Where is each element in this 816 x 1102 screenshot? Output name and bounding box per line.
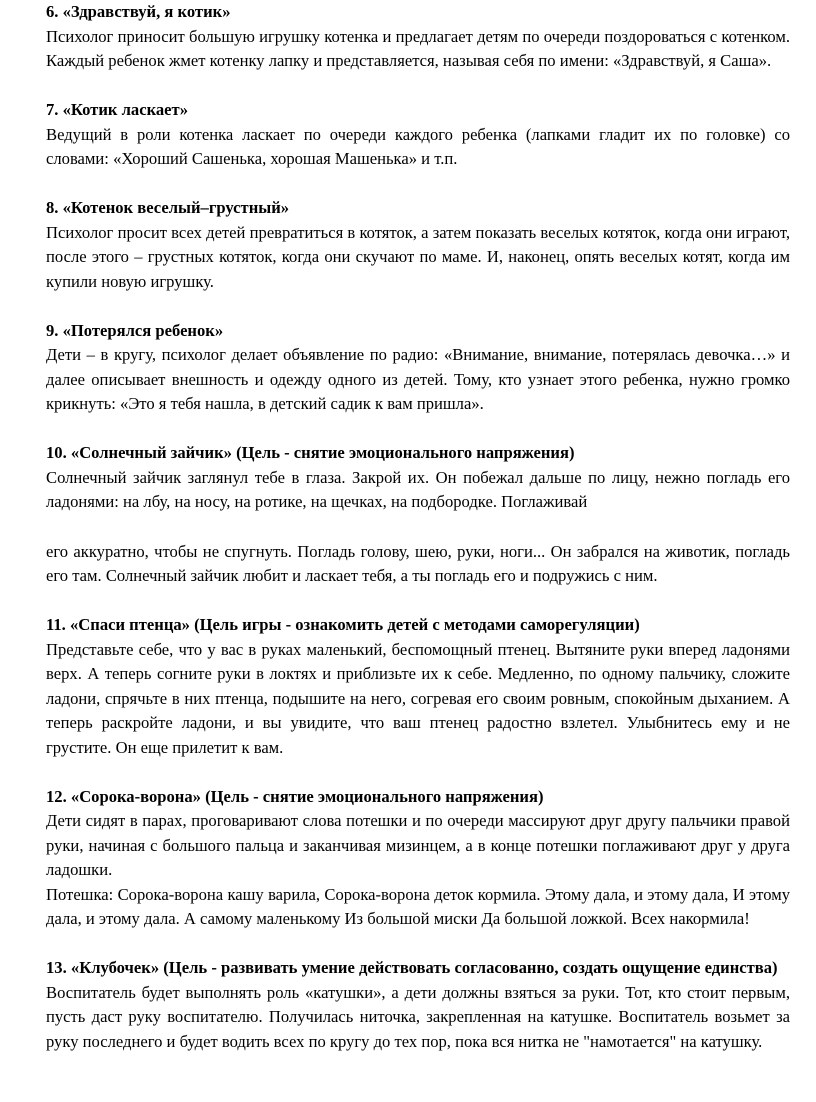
section-paragraph: Психолог просит всех детей превратиться в котяток, а затем показать веселых котяток, когда они играют, после этого – грустных котяток, когда они скучают по маме. И, наконец, опять веселых котят, когда им купили новую игрушку. bbox=[46, 222, 790, 291]
section-8 bbox=[46, 196, 790, 294]
section-12 bbox=[46, 785, 790, 932]
section-paragraph: Потешка: Сорока-ворона кашу варила, Сорока-ворона деток кормила. Этому дала, и этому дала, И этому дала, и этому дала. А самому маленькому Из большой миски Да большой ложкой. Всех накормила! bbox=[46, 884, 790, 928]
spacer bbox=[46, 589, 790, 614]
spacer bbox=[46, 932, 790, 957]
section-heading: 12. «Сорока-ворона» (Цель - снятие эмоционального напряжения) bbox=[46, 786, 544, 806]
section-heading: 11. «Спаси птенца» (Цель игры - ознакомить детей с методами саморегуляции) bbox=[46, 615, 640, 634]
section-paragraph: Ведущий в роли котенка ласкает по очереди каждого ребенка (лапками гладит их по головке) со словами: «Хороший Сашенька, хорошая Машенька» и т.п. bbox=[46, 124, 790, 168]
section-heading: 9. «Потерялся ребенок» bbox=[46, 320, 224, 340]
document-page bbox=[46, 0, 790, 1054]
section-paragraph: Воспитатель будет выполнять роль «катушки», а дети должны взяться за руки. Тот, кто стоит первым, пусть даст руку воспитателю. Получилась ниточка, закрепленная на катушке. Воспитатель возьмет за руку последнего и будет водить всех по кругу до тех пор, пока вся нитка не "намотается" на катушку. bbox=[46, 982, 790, 1051]
section-paragraph: Дети сидят в парах, проговаривают слова потешки и по очереди массируют друг другу пальчики правой руки, начиная с большого пальца и заканчивая мизинцем, а в конце потешки поглаживают друг у друга ладошки. bbox=[46, 811, 790, 879]
spacer bbox=[46, 417, 790, 442]
section-13 bbox=[46, 956, 790, 1054]
section-heading: 7. «Котик ласкает» bbox=[46, 100, 188, 119]
section-9 bbox=[46, 319, 790, 417]
section-10 bbox=[46, 441, 790, 589]
section-6 bbox=[46, 0, 790, 74]
spacer bbox=[46, 172, 790, 197]
section-heading: 6. «Здравствуй, я котик» bbox=[46, 2, 231, 21]
section-11 bbox=[46, 613, 790, 760]
spacer bbox=[46, 760, 790, 785]
spacer bbox=[46, 515, 790, 540]
spacer bbox=[46, 74, 790, 99]
section-paragraph: Дети – в кругу, психолог делает объявление по радио: «Внимание, внимание, потерялась девочка…» и далее описывает внешность и одежду одного из детей. Тому, кто узнает этого ребенка, нужно громко крикнуть: «Это я тебя нашла, в детский садик к вам пришла». bbox=[46, 345, 790, 413]
section-heading: 8. «Котенок веселый–грустный» bbox=[46, 198, 290, 217]
section-heading: 10. «Солнечный зайчик» (Цель - снятие эмоционального напряжения) bbox=[46, 443, 575, 462]
section-paragraph: Психолог приносит большую игрушку котенка и предлагает детям по очереди поздороваться с котенком. Каждый ребенок жмет котенку лапку и представляется, называя себя по имени: «Здравствуй, я Саша». bbox=[46, 26, 790, 70]
section-paragraph: Представьте себе, что у вас в руках маленький, беспомощный птенец. Вытяните руки вперед ладонями верх. А теперь согните руки в локтях и приблизьте их к себе. Медленно, по одному пальчику, сложите ладони, спрячьте в них птенца, подышите на него, согревая его своим ровным, спокойным дыханием. А теперь раскройте ладони, и вы увидите, что ваш птенец радостно взлетел. Улыбнитесь ему и не грустите. Он еще прилетит к вам. bbox=[46, 639, 790, 757]
section-7 bbox=[46, 98, 790, 172]
section-heading: 13. «Клубочек» (Цель - развивать умение действовать согласованно, создать ощущение единства) bbox=[46, 958, 778, 977]
section-paragraph: Солнечный зайчик заглянул тебе в глаза. Закрой их. Он побежал дальше по лицу, нежно погладь его ладонями: на лбу, на носу, на ротике, на щечках, на подбородке. Поглаживай bbox=[46, 467, 790, 511]
section-paragraph: его аккуратно, чтобы не спугнуть. Погладь голову, шею, руки, ноги... Он забрался на животик, погладь его там. Солнечный зайчик любит и ласкает тебя, а ты погладь его и подружись с ним. bbox=[46, 541, 790, 585]
spacer bbox=[46, 294, 790, 319]
